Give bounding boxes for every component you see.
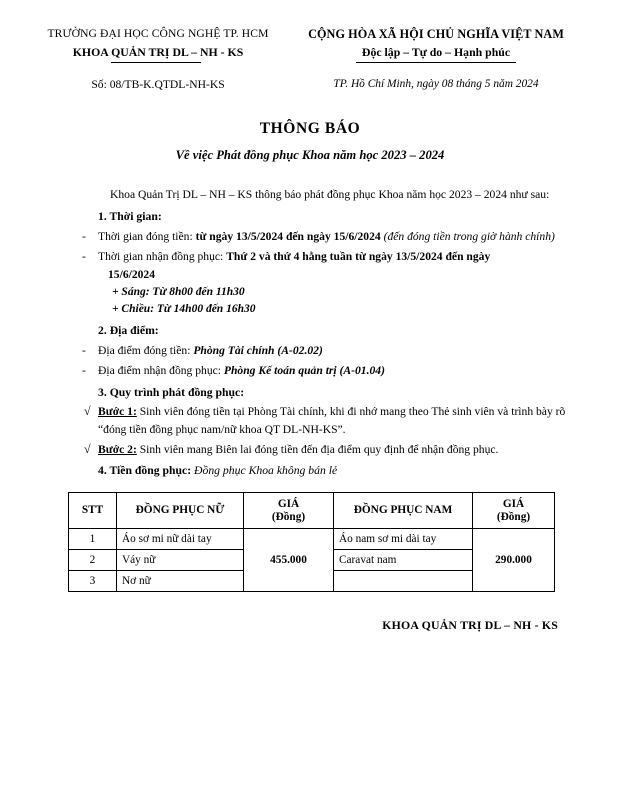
- faculty-underline: [111, 62, 202, 63]
- university-name: TRƯỜNG ĐẠI HỌC CÔNG NGHỆ TP. HCM: [47, 27, 269, 40]
- faculty-name: [73, 45, 244, 61]
- national-motto: Độc lập – Tự do – Hạnh phúc: [361, 45, 511, 60]
- pickup-time-label: Thời gian nhận đồng phục:: [98, 250, 224, 264]
- section-4-note: Đồng phục Khoa không bán lẻ: [194, 464, 338, 478]
- col-header-price-female-line2: (Đồng): [271, 510, 306, 523]
- dash-bullet-icon: -: [82, 250, 86, 264]
- section-2-heading: 2. Địa điểm:: [98, 323, 159, 337]
- col-header-female: ĐỒNG PHỤC NỮ: [117, 493, 244, 529]
- section-3-step-2: [68, 441, 568, 458]
- col-header-price-male: [473, 493, 555, 529]
- motto-block: [362, 45, 510, 63]
- table-header-row: [69, 493, 555, 529]
- cell-male: Caravat nam: [334, 550, 473, 571]
- section-4-heading-label: 4. Tiền đồng phục:: [98, 464, 192, 478]
- pickup-place-value: Phòng Kế toán quản trị (A-01.04): [223, 364, 385, 378]
- payment-time-value: từ ngày 13/5/2024 đến ngày 15/6/2024: [195, 229, 381, 243]
- cell-female: Váy nữ: [117, 550, 244, 571]
- cell-female-price: 455.000: [244, 529, 334, 592]
- afternoon-hours: + Chiều: Từ 14h00 đến 16h30: [112, 303, 256, 316]
- pickup-time-value: Thứ 2 và thứ 4 hằng tuần từ ngày 13/5/2024 đến ngày: [226, 250, 491, 264]
- section-1-item-2: [68, 248, 568, 283]
- signer-name: KHOA QUẢN TRỊ DL – NH - KS: [382, 618, 558, 633]
- payment-place-value: Phòng Tài chính (A-02.02): [193, 343, 323, 357]
- section-2-item-2: [68, 362, 568, 379]
- step-1-label: Bước 1:: [98, 405, 137, 419]
- intro-paragraph: Khoa Quản Trị DL – NH – KS thông báo phát đồng phục Khoa năm học 2023 – 2024 như sau:: [110, 187, 550, 201]
- document-subtitle: Về việc Phát đồng phục Khoa năm học 2023 – 2024: [175, 147, 445, 162]
- col-header-stt: STT: [69, 493, 117, 529]
- cell-stt: 1: [69, 529, 117, 550]
- subhead: [0, 63, 620, 93]
- nation-name: CỘNG HÒA XÃ HỘI CHỦ NGHĨA VIỆT NAM: [308, 27, 564, 41]
- masthead-left: [32, 26, 284, 61]
- table-head: [69, 493, 555, 529]
- step-1-text: Sinh viên đóng tiền tại Phòng Tài chính, khi đi nhớ mang theo Thẻ sinh viên và trình bày rõ “đóng tiền đồng phục nam/nữ khoa QT DL-NH-KS”.: [98, 405, 566, 436]
- uniform-price-table: [68, 492, 555, 592]
- cell-stt: 3: [69, 571, 117, 592]
- col-header-price-male-line1: GIÁ: [502, 497, 525, 510]
- cell-female: Áo sơ mi nữ dài tay: [117, 529, 244, 550]
- dash-bullet-icon: -: [82, 343, 86, 357]
- step-2-label: Bước 2:: [98, 443, 137, 457]
- col-header-male: ĐỒNG PHỤC NAM: [334, 493, 473, 529]
- section-4-heading: [68, 463, 568, 479]
- cell-male: Áo nam sơ mi dài tay: [334, 529, 473, 550]
- table-row: [69, 529, 555, 550]
- dash-bullet-icon: -: [82, 364, 86, 378]
- cell-male-price: 290.000: [473, 529, 555, 592]
- section-1-heading: 1. Thời gian:: [98, 209, 162, 223]
- payment-place-label: Địa điểm đóng tiền:: [98, 343, 191, 357]
- place-and-date: TP. Hồ Chí Minh, ngày 08 tháng 5 năm 2024: [333, 78, 539, 91]
- step-2-text: Sinh viên mang Biên lai đóng tiền đến địa điểm quy định để nhận đồng phục.: [136, 443, 499, 457]
- motto-underline: [356, 62, 516, 63]
- col-header-price-female-line1: GIÁ: [277, 497, 300, 510]
- document-title: THÔNG BÁO: [259, 120, 361, 138]
- dash-bullet-icon: -: [82, 229, 86, 243]
- payment-time-label: Thời gian đóng tiền:: [98, 229, 193, 243]
- document-number: Số: 08/TB-K.QTDL-NH-KS: [91, 78, 225, 92]
- radical-check-icon: √: [84, 404, 91, 419]
- col-header-price-male-line2: (Đồng): [496, 510, 531, 523]
- masthead: [0, 0, 620, 63]
- cell-female: Nơ nữ: [117, 571, 244, 592]
- pickup-place-label: Địa điểm nhận đồng phục:: [98, 364, 221, 378]
- masthead-right: [284, 26, 588, 63]
- col-header-price-female: [244, 493, 334, 529]
- section-2-item-1: [68, 342, 568, 359]
- document-body: [0, 186, 620, 479]
- cell-male: [334, 571, 473, 592]
- section-3-step-1: [68, 403, 568, 438]
- price-table-wrapper: [0, 492, 620, 592]
- morning-hours: + Sáng: Từ 8h00 đến 11h30: [112, 285, 245, 298]
- radical-check-icon: √: [84, 442, 91, 457]
- faculty-name-text: KHOA QUẢN TRỊ DL – NH - KS: [72, 44, 244, 59]
- section-1-item-1: [68, 228, 568, 245]
- cell-stt: 2: [69, 550, 117, 571]
- section-3-heading: 3. Quy trình phát đồng phục:: [98, 385, 245, 399]
- payment-time-note: (đến đóng tiền trong giờ hành chính): [383, 229, 555, 243]
- pickup-time-value-cont: 15/6/2024: [108, 267, 156, 281]
- table-body: [69, 529, 555, 592]
- signature-block: [0, 618, 620, 635]
